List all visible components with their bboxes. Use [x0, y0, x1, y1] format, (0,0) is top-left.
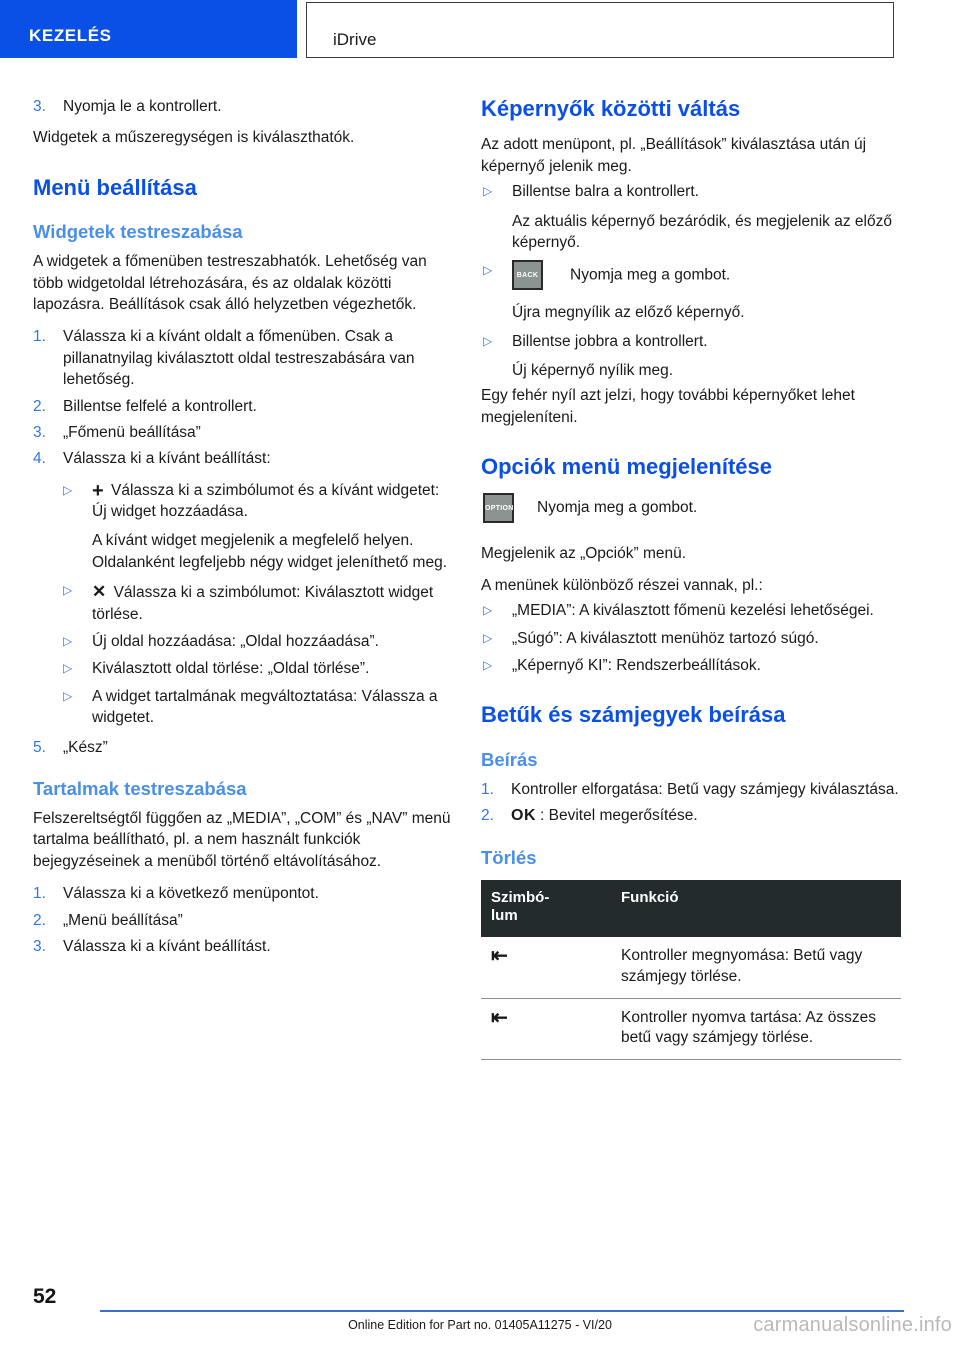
list-text: „Kész” [63, 738, 108, 756]
content-steps-list [33, 883, 453, 957]
table-head [481, 880, 901, 938]
page-header [0, 0, 960, 62]
widgets-steps-list-end [33, 737, 453, 758]
list-number: 1. [33, 885, 46, 903]
options-parts-intro: A menünek különböző részei vannak, pl.: [481, 576, 763, 594]
subheading-delete: Törlés [481, 847, 537, 869]
watermark-text: carmanualsonline.info [753, 1314, 952, 1336]
list-item [33, 396, 453, 417]
backspace-icon: ⇤ [491, 1006, 506, 1029]
table-cell-function: Kontroller nyomva tartása: Az összes betű vagy számjegy törlése. [611, 998, 901, 1060]
list-item [481, 331, 901, 352]
table-body [481, 937, 901, 1060]
option-button-icon[interactable]: OPTION [483, 493, 514, 523]
list-item [481, 805, 901, 827]
continued-steps-list [33, 96, 453, 117]
list-item [61, 580, 453, 625]
list-text: „Főmenü beállítása” [63, 423, 201, 441]
options-appears-text: Megjelenik az „Opciók” menü. [481, 544, 687, 562]
list-number: 1. [481, 780, 494, 798]
page-number: 52 [33, 1285, 57, 1308]
list-item [33, 883, 453, 904]
screen-switch-bullets-2 [481, 260, 901, 294]
triangle-bullet-icon: ▷ [63, 688, 73, 703]
triangle-bullet-icon: ▷ [483, 263, 493, 278]
ok-icon: OK [511, 807, 536, 825]
bullet-right-note: Új képernyő nyílik meg. [512, 362, 674, 380]
widgets-intro-paragraph: A widgetek a főmenüben testreszabhatók. Lehetőség van több widgetoldal létrehozására, és az oldalak közötti lapozásra. Beállítások csak álló helyzetben végezhetők. [33, 253, 427, 314]
white-arrow-note: Egy fehér nyíl azt jelzi, hogy további képernyőket lehet megjeleníteni. [481, 387, 855, 426]
close-x-icon: ✕ [92, 582, 107, 602]
triangle-bullet-icon: ▷ [483, 333, 493, 348]
entry-steps-list [481, 779, 901, 827]
triangle-bullet-icon: ▷ [63, 482, 73, 497]
triangle-bullet-icon: ▷ [483, 630, 493, 645]
list-text: Válassza ki a szimbólumot: Kiválasztott widget törlése. [92, 584, 434, 623]
list-text: Kontroller elforgatása: Betű vagy számjegy kiválasztása. [511, 780, 899, 798]
list-number: 3. [33, 98, 46, 115]
list-text: Válassza ki a kívánt beállítást. [63, 937, 271, 955]
triangle-bullet-icon: ▷ [483, 184, 493, 199]
list-text: „Menü beállítása” [63, 911, 183, 929]
list-item [33, 96, 453, 117]
column-header-symbol: Szimbó- lum [481, 880, 611, 938]
list-number: 5. [33, 738, 46, 756]
delete-symbols-table [481, 880, 901, 1061]
heading-screen-switching: Képernyők közötti váltás [481, 96, 741, 121]
step4-sublist-part1 [61, 480, 453, 523]
page-footer [0, 1272, 960, 1362]
list-item [61, 631, 453, 652]
list-text: Billentse balra a kontrollert. [512, 183, 699, 201]
note-after-step3: Widgetek a műszeregységen is kiválaszthatók. [33, 129, 355, 147]
list-item [33, 422, 453, 443]
list-item [481, 628, 901, 649]
list-text: „MEDIA”: A kiválasztott főmenü kezelési lehetőségei. [512, 602, 874, 620]
list-text: Kiválasztott oldal törlése: „Oldal törlése”. [92, 660, 370, 678]
triangle-bullet-icon: ▷ [63, 634, 73, 649]
table-cell-symbol [481, 937, 611, 998]
list-text: „Súgó”: A kiválasztott menühöz tartozó súgó. [512, 629, 819, 647]
triangle-bullet-icon: ▷ [63, 661, 73, 676]
list-item [33, 448, 453, 469]
table-row [481, 937, 901, 998]
subheading-content-customize: Tartalmak testreszabása [33, 777, 247, 799]
list-number: 3. [33, 423, 46, 441]
step4-plus-note: A kívánt widget megjelenik a megfelelő helyen. Oldalanként legfeljebb négy widget jeleníthető meg. [92, 532, 448, 571]
table-row [481, 998, 901, 1060]
list-item [481, 779, 901, 800]
list-item [33, 910, 453, 931]
subheading-entry: Beírás [481, 748, 538, 770]
table-header-row [481, 880, 901, 938]
heading-options-menu: Opciók menü megjelenítése [481, 454, 772, 480]
list-text: A widget tartalmának megváltoztatása: Válassza a widgetet. [92, 687, 438, 727]
option-press-text: Nyomja meg a gombot. [537, 498, 698, 516]
header-category-block [0, 0, 297, 58]
back-button-wrapper [512, 260, 570, 290]
list-item [481, 181, 901, 202]
list-item [61, 686, 453, 729]
list-text: Válassza ki a kívánt beállítást: [63, 450, 271, 468]
heading-text-entry: Betűk és számjegyek beírása [481, 702, 786, 728]
list-text: : Bevitel megerősítése. [540, 807, 698, 825]
list-item [61, 658, 453, 679]
list-item [61, 480, 453, 523]
footer-edition-note: Online Edition for Part no. 01405A11275 - VI/20 [348, 1318, 612, 1332]
header-section-label: iDrive [333, 30, 377, 49]
list-item [33, 936, 453, 957]
list-text: Billentse jobbra a kontrollert. [512, 332, 708, 350]
right-column [481, 96, 901, 1060]
triangle-bullet-icon: ▷ [483, 658, 493, 673]
list-text: Nyomja le a kontrollert. [63, 98, 222, 115]
list-text: Válassza ki a kívánt oldalt a főmenüben. Csak a pillanatnyilag kiválasztott oldal testreszabására van lehetőség. [63, 328, 415, 389]
header-section-tab [306, 2, 894, 58]
heading-menu-setup: Menü beállítása [33, 174, 197, 200]
list-number: 3. [33, 937, 46, 955]
list-text: Billentse felfelé a kontrollert. [63, 397, 257, 415]
content-intro-paragraph: Felszereltségtől függően az „MEDIA”, „COM” és „NAV” menü tartalma beállítható, pl. a nem használt funkciók bejegyzéseinek a menüből történő eltávolításához. [33, 810, 451, 870]
list-text: „Képernyő KI”: Rendszerbeállítások. [512, 657, 761, 675]
list-number: 4. [33, 450, 46, 468]
triangle-bullet-icon: ▷ [483, 603, 493, 618]
list-item [481, 600, 901, 621]
table-cell-function: Kontroller megnyomása: Betű vagy számjegy törlése. [611, 937, 901, 998]
list-item [33, 737, 453, 758]
list-item [481, 655, 901, 676]
list-text: Nyomja meg a gombot. [570, 266, 731, 284]
option-button-row [481, 493, 901, 529]
bullet-left-note: Az aktuális képernyő bezáródik, és megjelenik az előző képernyő. [512, 212, 892, 251]
list-text: Válassza ki a szimbólumot és a kívánt widgetet: Új widget hozzáadása. [92, 481, 440, 521]
step4-sublist-part2 [61, 580, 453, 728]
backspace-icon: ⇤ [491, 945, 506, 968]
header-category-label: KEZELÉS [29, 26, 112, 45]
list-number: 2. [33, 397, 46, 415]
screen-switch-bullets-3 [481, 331, 901, 352]
list-number: 2. [481, 807, 494, 825]
back-button-icon[interactable]: BACK [512, 260, 543, 290]
subheading-widgets: Widgetek testreszabása [33, 221, 243, 243]
screen-switch-bullets-1 [481, 181, 901, 202]
widgets-steps-list [33, 326, 453, 469]
screen-switch-intro: Az adott menüpont, pl. „Beállítások” kiválasztása után új képernyő jelenik meg. [481, 136, 867, 175]
table-cell-symbol [481, 998, 611, 1060]
left-column [33, 96, 453, 967]
list-item [33, 326, 453, 390]
list-item [481, 260, 901, 294]
list-number: 2. [33, 911, 46, 929]
footer-divider [100, 1310, 904, 1312]
triangle-bullet-icon: ▷ [63, 583, 73, 598]
list-text: Válassza ki a következő menüpontot. [63, 885, 319, 903]
bullet-back-note: Újra megnyílik az előző képernyő. [512, 304, 745, 322]
options-parts-list [481, 600, 901, 676]
plus-icon: + [92, 479, 104, 502]
list-text: Új oldal hozzáadása: „Oldal hozzáadása”. [92, 633, 379, 651]
list-number: 1. [33, 328, 46, 346]
column-header-function: Funkció [611, 880, 901, 938]
